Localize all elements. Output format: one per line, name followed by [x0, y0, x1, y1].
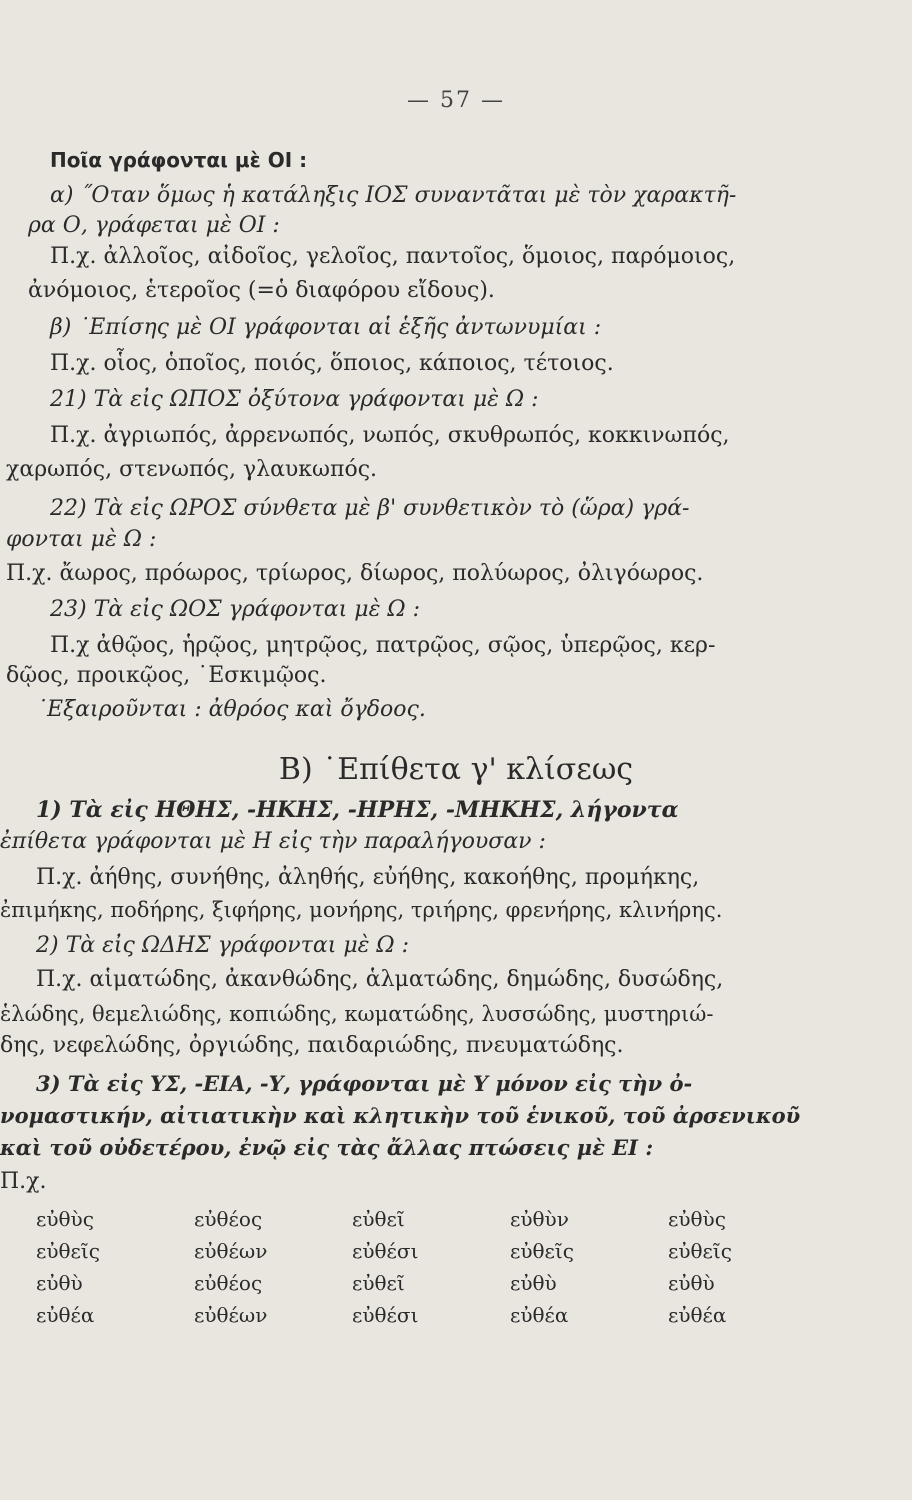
table-cell: εὐθεῖς	[668, 1239, 732, 1263]
text-line: 2) Τὰ εἰς ΩΔΗΣ γράφονται μὲ Ω :	[36, 933, 410, 958]
text-line: Π.χ. οἷος, ὁποῖος, ποιός, ὅποιος, κάποιος, τέτοιος.	[50, 351, 614, 376]
text-line: 21) Τὰ εἰς ΩΠΟΣ ὀξύτονα γράφονται μὲ Ω :	[50, 387, 539, 412]
text-line: χαρωπός, στενωπός, γλαυκωπός.	[6, 457, 378, 482]
text-line: Π.χ ἀθῷος, ἡρῷος, μητρῷος, πατρῷος, σῷος, ὑπερῷος, κερ-	[50, 633, 716, 658]
text-line: Π.χ. ἄωρος, πρόωρος, τρίωρος, δίωρος, πολύωρος, ὀλιγόωρος.	[6, 561, 704, 586]
text-line: Π.χ. ἀλλοῖος, αἰδοῖος, γελοῖος, παντοῖος, ὅμοιος, παρόμοιος,	[50, 244, 736, 269]
heading: Ποῖα γράφονται μὲ ΟΙ :	[50, 148, 308, 172]
table-cell: εὐθεῖ	[352, 1271, 405, 1295]
text-line: νομαστικήν, αἰτιατικὴν καὶ κλητικὴν τοῦ ἑνικοῦ, τοῦ ἀρσενικοῦ	[0, 1103, 801, 1128]
declension-table	[36, 1205, 732, 1329]
text-line: Π.χ. ἀγριωπός, ἀρρενωπός, νωπός, σκυθρωπός, κοκκινωπός,	[50, 423, 730, 448]
page-number: — 57 —	[407, 88, 505, 113]
text-line: Π.χ. αἱματώδης, ἀκανθώδης, ἁλματώδης, δημώδης, δυσώδης,	[36, 967, 724, 992]
section-title: Β) ˙Επίθετα γ' κλίσεως	[278, 752, 634, 787]
text-line: 22) Τὰ εἰς ΩΡΟΣ σύνθετα μὲ β' συνθετικὸν τὸ (ὥρα) γρά-	[50, 496, 690, 521]
text-line: Π.χ.	[0, 1169, 47, 1194]
table-cell: εὐθέσι	[352, 1303, 419, 1327]
text-line: δης, νεφελώδης, ὀργιώδης, παιδαριώδης, πνευματώδης.	[0, 1033, 624, 1058]
text-line: 1) Τὰ εἰς ΗΘΗΣ, -ΗΚΗΣ, -ΗΡΗΣ, -ΜΗΚΗΣ, λήγοντα	[36, 797, 679, 823]
table-cell: εὐθέος	[194, 1271, 263, 1295]
text-line: ἐπίθετα γράφονται μὲ Η εἰς τὴν παραλήγουσαν :	[0, 829, 546, 854]
table-cell: εὐθέα	[36, 1303, 95, 1327]
text-line: β) ˙Επίσης μὲ ΟΙ γράφονται αἱ ἑξῆς ἀντωνυμίαι :	[50, 315, 602, 340]
text-line: καὶ τοῦ οὐδετέρου, ἐνῷ εἰς τὰς ἄλλας πτώσεις μὲ ΕΙ :	[0, 1135, 654, 1160]
table-cell: εὐθέσι	[352, 1239, 419, 1263]
table-cell: εὐθέος	[194, 1207, 263, 1231]
table-cell: εὐθεῖ	[352, 1207, 405, 1231]
table-cell: εὐθὺ	[510, 1271, 557, 1295]
text-line: 23) Τὰ εἰς ΩΟΣ γράφονται μὲ Ω :	[50, 597, 421, 622]
text-line: α) ˝Οταν ὅμως ἡ κατάληξις ΙΟΣ συναντᾶται μὲ τὸν χαρακτῆ-	[50, 183, 737, 208]
text-line: φονται μὲ Ω :	[6, 527, 157, 552]
table-cell: εὐθὺ	[668, 1271, 715, 1295]
table-cell: εὐθὺν	[510, 1207, 569, 1231]
text-line: δῷος, προικῷος, ˙Εσκιμῷος.	[6, 663, 327, 688]
table-cell: εὐθέων	[194, 1239, 268, 1263]
table-cell: εὐθέα	[668, 1303, 727, 1327]
text-line: 3) Τὰ εἰς ΥΣ, -ΕΙΑ, -Υ, γράφονται μὲ Υ μόνον εἰς τὴν ὀ-	[36, 1071, 693, 1096]
text-line: Π.χ. ἀήθης, συνήθης, ἀληθής, εὐήθης, κακοήθης, προμήκης,	[36, 865, 700, 890]
table-cell: εὐθὺς	[668, 1207, 726, 1231]
table-cell: εὐθὺ	[36, 1271, 83, 1295]
text-line: ἑλώδης, θεμελιώδης, κοπιώδης, κωματώδης, λυσσώδης, μυστηριώ-	[0, 1002, 714, 1026]
text-line: ἀνόμοιος, ἑτεροῖος (=ὁ διαφόρου εἴδους).	[28, 278, 495, 303]
table-cell: εὐθεῖς	[36, 1239, 100, 1263]
text-line: ἐπιμήκης, ποδήρης, ξιφήρης, μονήρης, τριήρης, φρενήρης, κλινήρης.	[0, 898, 723, 922]
table-cell: εὐθέα	[510, 1303, 569, 1327]
table-cell: εὐθεῖς	[510, 1239, 574, 1263]
text-line: ρα Ο, γράφεται μὲ ΟΙ :	[28, 213, 280, 238]
table-cell: εὐθέων	[194, 1303, 268, 1327]
text-line: ˙Εξαιροῦνται : ἀθρόος καὶ ὄγδοος.	[36, 697, 426, 722]
table-cell: εὐθὺς	[36, 1207, 94, 1231]
